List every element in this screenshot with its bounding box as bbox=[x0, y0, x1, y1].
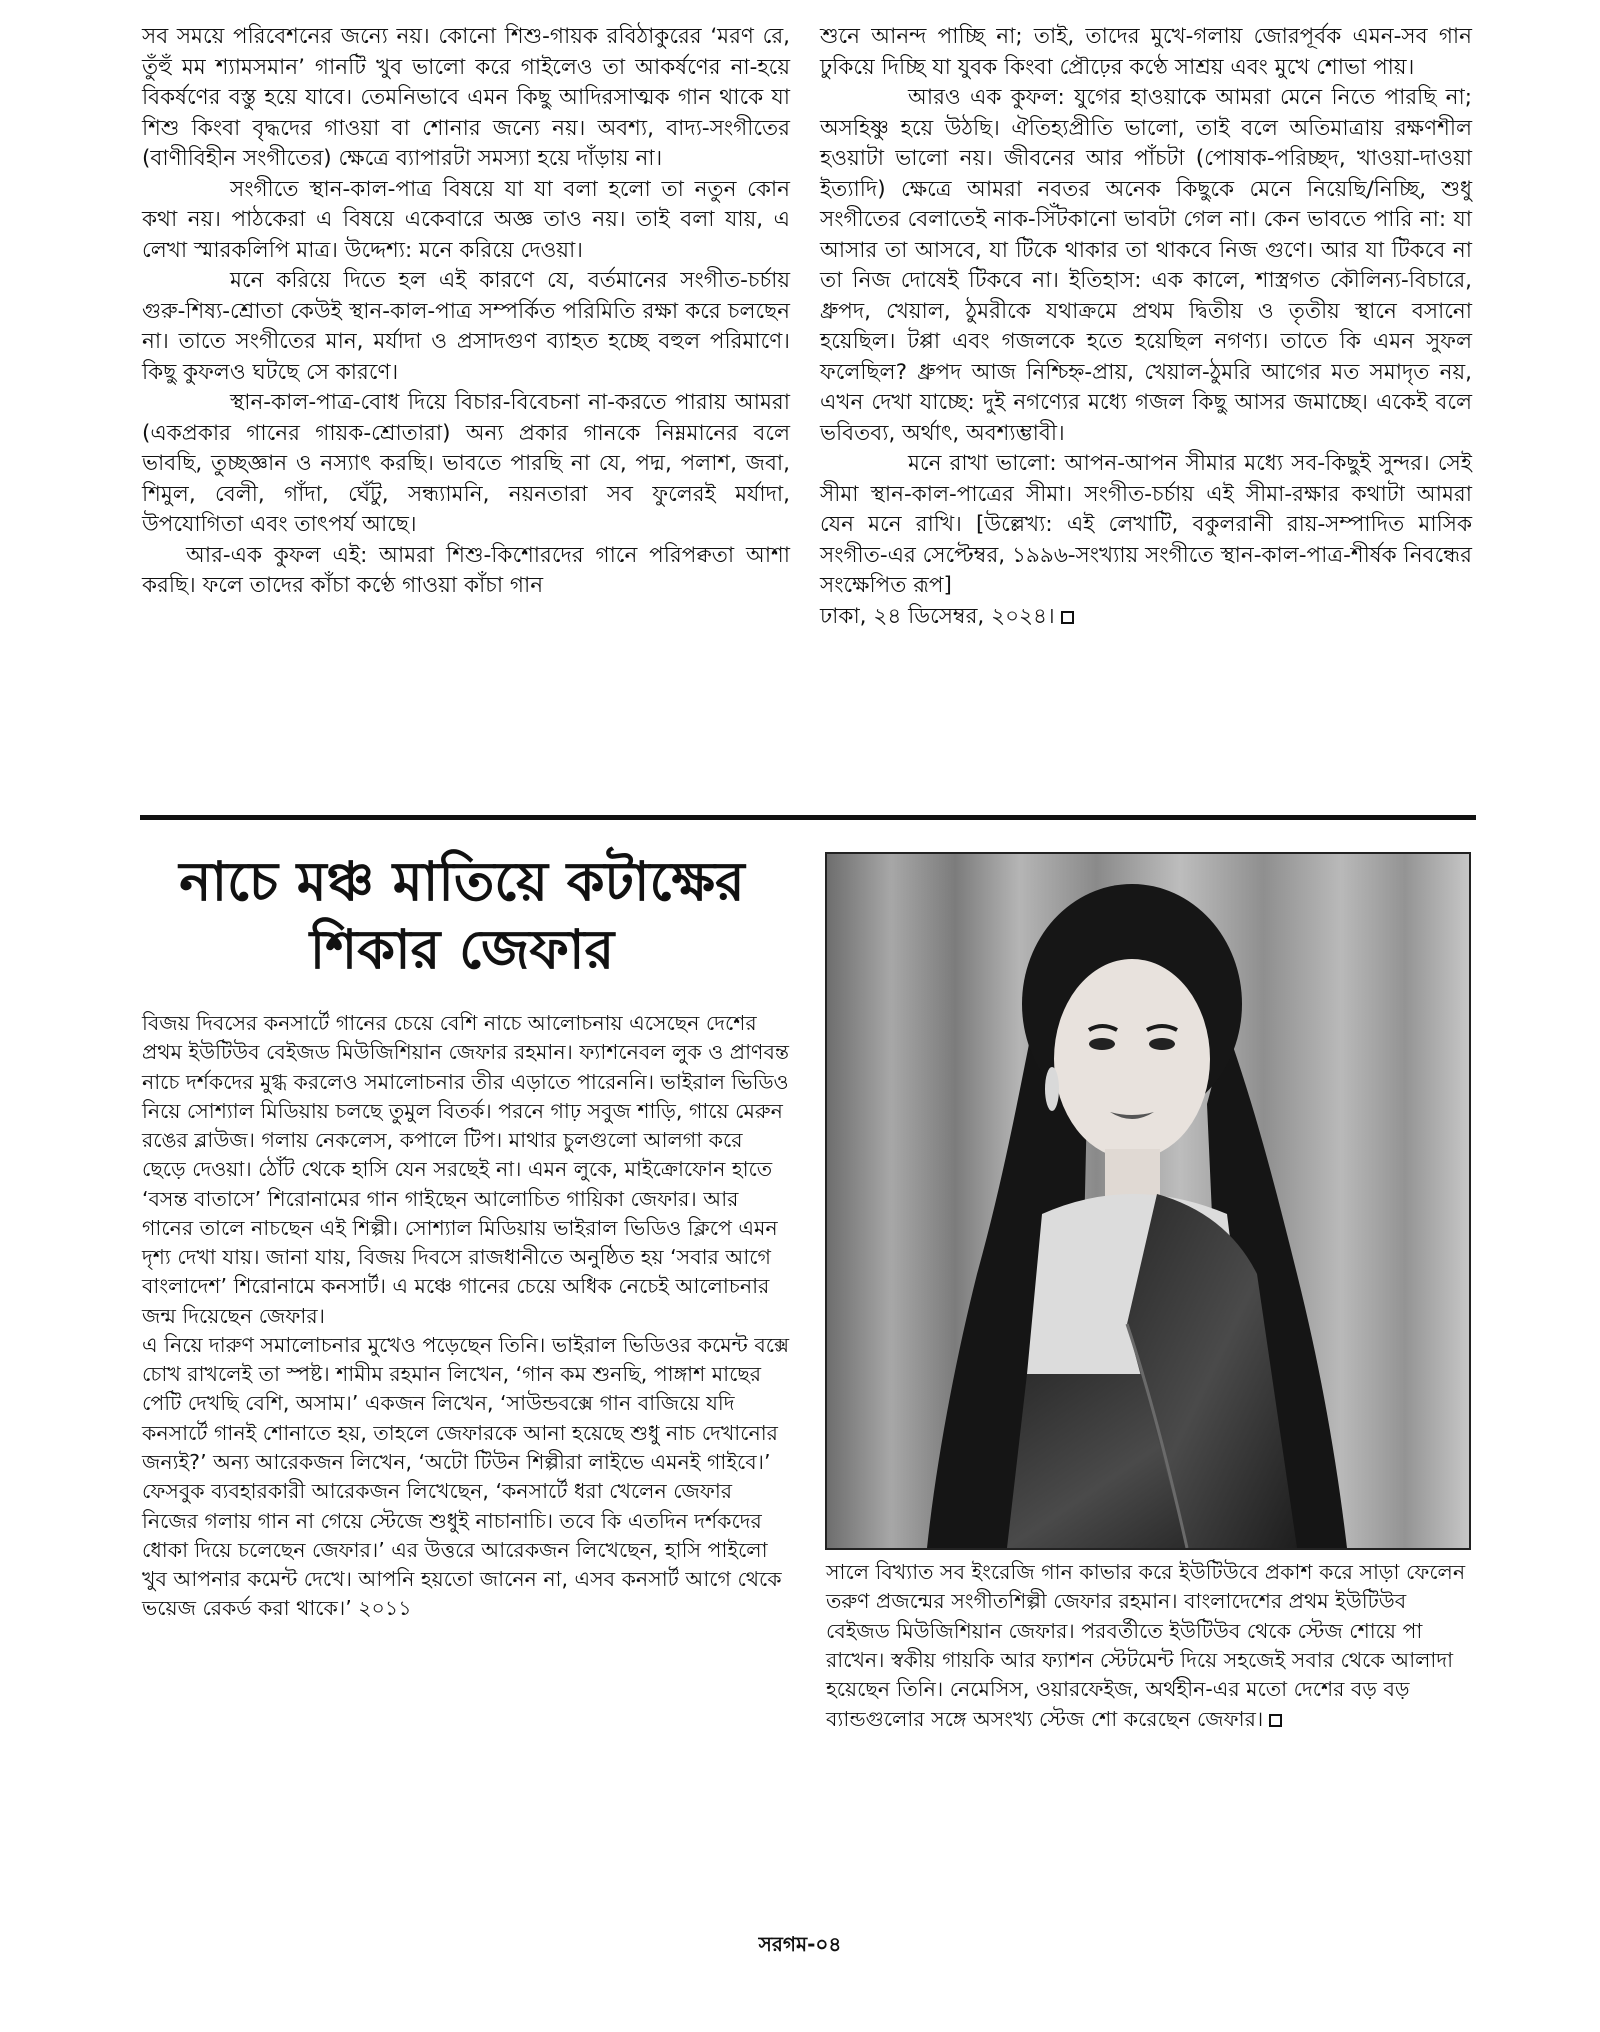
article-paragraph: আরও এক কুফল: যুগের হাওয়াকে আমরা মেনে নিতে পারছি না; অসহিষ্ণু হয়ে উঠছি। ঐতিহ্যপ্রীতি ভালো, তাই বলে অতিমাত্রায় রক্ষণশীল হওয়াটা ভালো নয়। জীবনের আর পাঁচটা (পোষাক-পরিচ্ছদ, খাওয়া-দাওয়া ইত্যাদি) ক্ষেত্রে আমরা নবতর অনেক কিছুকে মেনে নিয়েছি/নিচ্ছি, শুধু সংগীতের বেলাতেই নাক-সিঁটকানো ভাবটা গেল না। কেন ভাবতে পারি না: যা আসার তা আসবে, যা টিকে থাকার তা থাকবে নিজ গুণে। আর যা টিকবে না তা নিজ দোষেই টিকবে না। ইতিহাস: এক কালে, শাস্ত্রগত কৌলিন্য-বিচারে, ধ্রুপদ, খেয়াল, ঠুমরীকে যথাক্রমে প্রথম দ্বিতীয় ও তৃতীয় স্থানে বসানো হয়েছিল। টপ্পা এবং গজলকে হতে হয়েছিল নগণ্য। তাতে কি এমন সুফল ফলেছিল? ধ্রুপদ আজ নিশ্চিহ্ন-প্রায়, খেয়াল-ঠুমরি আগের মত সমাদৃত নয়, এখন দেখা যাচ্ছে: দুই নগণ্যের মধ্যে গজল কিছু আসর জমাচ্ছে। একেই বলে ভবিতব্য, অর্থাৎ, অবশ্যম্ভাবী। bbox=[820, 85, 1472, 446]
portrait-illustration bbox=[827, 854, 1469, 1548]
article-right-column bbox=[820, 22, 1472, 632]
article-paragraph: মনে রাখা ভালো: আপন-আপন সীমার মধ্যে সব-কিছুই সুন্দর। সেই সীমা স্থান-কাল-পাত্রের সীমা। সংগীত-চর্চায় এই সীমা-রক্ষার কথাটা আমরা যেন মনে রাখি। [উল্লেখ্য: এই লেখাটি, বকুলরানী রায়-সম্পাদিত মাসিক সংগীত-এর সেপ্টেম্বর, ১৯৯৬-সংখ্যায় সংগীতে স্থান-কাল-পাত্র-শীর্ষক নিবন্ধের সংক্ষেপিত রূপ] bbox=[820, 451, 1472, 599]
article-paragraph: সংগীতে স্থান-কাল-পাত্র বিষয়ে যা যা বলা হলো তা নতুন কোন কথা নয়। পাঠকেরা এ বিষয়ে একেবারে অজ্ঞ তাও নয়। তাই বলা যায়, এ লেখা স্মারকলিপি মাত্র। উদ্দেশ্য: মনে করিয়ে দেওয়া। bbox=[142, 176, 790, 263]
article-paragraph: শুনে আনন্দ পাচ্ছি না; তাই, তাদের মুখে-গলায় জোরপূর্বক এমন-সব গান ঢুকিয়ে দিচ্ছি যা যুবক কিংবা প্রৌঢ়ের কণ্ঠে সাশ্রয় এবং মুখে শোভা পায়। bbox=[820, 24, 1472, 80]
dateline-text: ঢাকা, ২৪ ডিসেম্বর, ২০২৪। bbox=[820, 603, 1055, 629]
feature-paragraph: এ নিয়ে দারুণ সমালোচনার মুখেও পড়েছেন তিনি। ভাইরাল ভিডিওর কমেন্ট বক্সে চোখ রাখলেই তা স্পষ্ট। শামীম রহমান লিখেন, ‘গান কম শুনছি, পাঙ্গাশ মাছের পেটি দেখছি বেশি, অসাম।’ একজন লিখেন, ‘সাউন্ডবক্সে গান বাজিয়ে যদি কনসার্টে গানই শোনাতে হয়, তাহলে জেফারকে আনা হয়েছে শুধু নাচ দেখানোর জন্যই?’ অন্য আরেকজন লিখেন, ‘অটো টিউন শিল্পীরা লাইভে এমনই গাইবে।’ ফেসবুক ব্যবহারকারী আরেকজন লিখেছেন, ‘কনসার্টে ধরা খেলেন জেফার নিজের গলায় গান না গেয়ে স্টেজে শুধুই নাচানাচি। তবে কি এতদিন দর্শকদের ধোকা দিয়ে চলেছেন জেফার।’ এর উত্তরে আরেকজন লিখেছেন, হাসি পাইলো খুব আপনার কমেন্ট দেখে। আপনি হয়তো জানেন না, এসব কনসার্ট আগে থেকে ভয়েজ রেকর্ড করা থাকে।’ ২০১১ bbox=[142, 1332, 790, 1621]
section-divider bbox=[140, 815, 1476, 820]
feature-headline bbox=[142, 848, 782, 983]
headline-line-2: শিকার জেফার bbox=[309, 916, 615, 981]
feature-paragraph: বিজয় দিবসের কনসার্টে গানের চেয়ে বেশি নাচে আলোচনায় এসেছেন দেশের প্রথম ইউটিউব বেইজড মিউজিশিয়ান জেফার রহমান। ফ্যাশনেবল লুক ও প্রাণবন্ত নাচে দর্শকদের মুগ্ধ করলেও সমালোচনার তীর এড়াতে পারেননি। ভাইরাল ভিডিও নিয়ে সোশ্যাল মিডিয়ায় চলছে তুমুল বিতর্ক। পরনে গাঢ় সবুজ শাড়ি, গায়ে মেরুন রঙের ব্লাউজ। গলায় নেকলেস, কপালে টিপ। মাথার চুলগুলো আলগা করে ছেড়ে দেওয়া। ঠোঁট থেকে হাসি যেন সরছেই না। এমন লুকে, মাইক্রোফোন হাতে ‘বসন্ত বাতাসে’ শিরোনামের গান গাইছেন আলোচিত গায়িকা জেফার। আর গানের তালে নাচছেন এই শিল্পী। সোশ্যাল মিডিয়ায় ভাইরাল ভিডিও ক্লিপে এমন দৃশ্য দেখা যায়। জানা যায়, বিজয় দিবসে রাজধানীতে অনুষ্ঠিত হয় ‘সবার আগে বাংলাদেশ’ শিরোনামে কনসার্ট। এ মঞ্চে গানের চেয়ে অধিক নেচেই আলোচনার জন্ম দিয়েছেন জেফার। bbox=[142, 1011, 789, 1328]
article-left-column bbox=[142, 22, 790, 602]
photo-caption bbox=[826, 1558, 1474, 1734]
page-number: সরগম-০৪ bbox=[758, 1932, 842, 1956]
article-paragraph: মনে করিয়ে দিতে হল এই কারণে যে, বর্তমানের সংগীত-চর্চায় গুরু-শিষ্য-শ্রোতা কেউই স্থান-কাল-পাত্র সম্পর্কিত পরিমিতি রক্ষা করে চলছেন না। তাতে সংগীতের মান, মর্যাদা ও প্রসাদগুণ ব্যাহত হচ্ছে বহুল পরিমাণে। কিছু কুফলও ঘটছে সে কারণে। bbox=[142, 268, 790, 385]
end-mark-icon bbox=[1061, 611, 1074, 624]
feature-body bbox=[142, 1009, 792, 1624]
caption-paragraph bbox=[826, 1558, 1474, 1734]
article-dateline bbox=[820, 602, 1472, 633]
caption-text: সালে বিখ্যাত সব ইংরেজি গান কাভার করে ইউটিউবে প্রকাশ করে সাড়া ফেলেন তরুণ প্রজন্মের সংগীতশিল্পী জেফার রহমান। বাংলাদেশের প্রথম ইউটিউব বেইজড মিউজিশিয়ান জেফার। পরবর্তীতে ইউটিউব থেকে স্টেজ শোয়ে পা রাখেন। স্বকীয় গায়কি আর ফ্যাশন স্টেটমেন্ট দিয়ে সহজেই সবার থেকে আলাদা হয়েছেন তিনি। নেমেসিস, ওয়ারফেইজ, অর্থহীন-এর মতো দেশের বড় বড় ব্যান্ডগুলোর সঙ্গে অসংখ্য স্টেজ শো করেছেন জেফার। bbox=[826, 1560, 1466, 1731]
feature-photo bbox=[825, 852, 1471, 1550]
article-paragraph: আর-এক কুফল এই: আমরা শিশু-কিশোরদের গানে পরিপক্বতা আশা করছি। ফলে তাদের কাঁচা কণ্ঠে গাওয়া কাঁচা গান bbox=[142, 542, 790, 599]
end-mark-icon bbox=[1269, 1714, 1282, 1727]
article-paragraph: সব সময়ে পরিবেশনের জন্যে নয়। কোনো শিশু-গায়ক রবিঠাকুরের ‘মরণ রে, তুঁহুঁ মম শ্যামসমান’ গানটি খুব ভালো করে গাইলেও তা আকর্ষণের না-হয়ে বিকর্ষণের বস্তু হয়ে যাবে। তেমনিভাবে এমন কিছু আদিরসাত্মক গান থাকে যা শিশু কিংবা বৃদ্ধদের গাওয়া বা শোনার জন্যে নয়। অবশ্য, বাদ্য-সংগীতের (বাণীবিহীন সংগীতের) ক্ষেত্রে ব্যাপারটা সমস্যা হয়ে দাঁড়ায় না। bbox=[142, 24, 790, 172]
headline-line-1: নাচে মঞ্চ মাতিয়ে কটাক্ষের bbox=[179, 849, 745, 913]
article-paragraph: স্থান-কাল-পাত্র-বোধ দিয়ে বিচার-বিবেচনা না-করতে পারায় আমরা (একপ্রকার গানের গায়ক-শ্রোতারা) অন্য প্রকার গানকে নিম্নমানের বলে ভাবছি, তুচ্ছজ্ঞান ও নস্যাৎ করছি। ভাবতে পারছি না যে, পদ্ম, পলাশ, জবা, শিমুল, বেলী, গাঁদা, ঘেঁটু, সন্ধ্যামনি, নয়নতারা সব ফুলেরই মর্যাদা, উপযোগিতা এবং তাৎপর্য আছে। bbox=[142, 390, 790, 538]
